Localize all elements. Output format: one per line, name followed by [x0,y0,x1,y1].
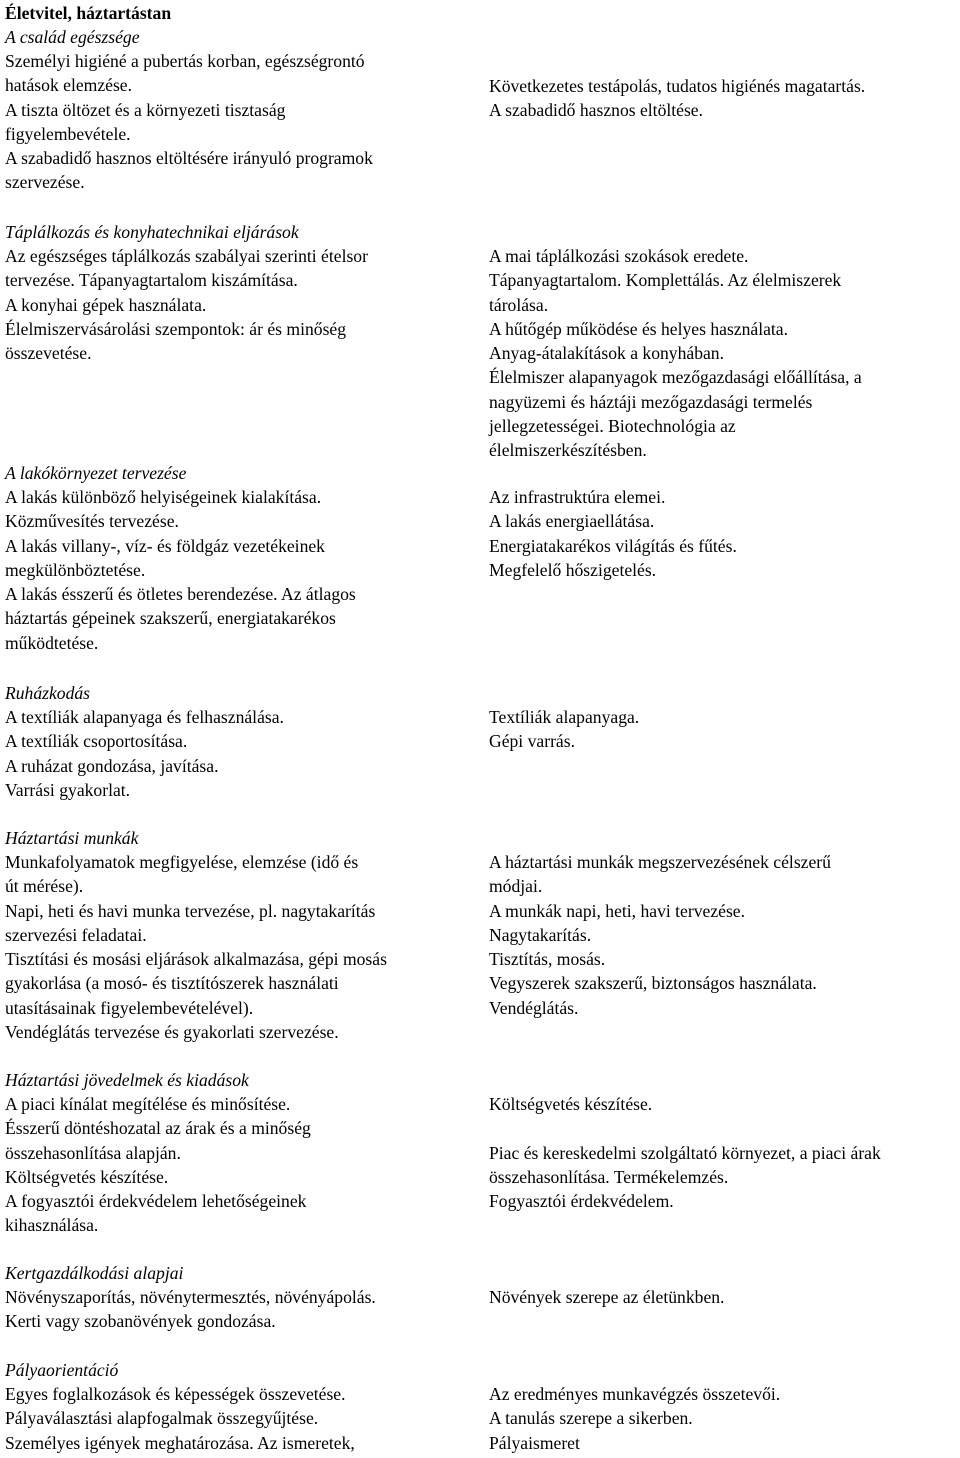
section-heading: A család egészsége [5,27,140,47]
section-notes: Az infrastruktúra elemei. A lakás energiaellátása. Energiatakarékos világítás és fűtés. Megfelelő hőszigetelés. [489,487,737,580]
section-heading: Háztartási jövedelmek és kiadások [5,1070,249,1090]
section-heading: Ruházkodás [5,683,91,703]
section-notes: Költségvetés készítése. Piac és kereskedelmi szolgáltató környezet, a piaci árak összehasonlítása. Termékelemzés. Fogyasztói érdekvédelem. [489,1094,881,1212]
section-notes: Textíliák alapanyaga. Gépi varrás. [489,707,640,752]
section-notes: A mai táplálkozási szokások eredete. Tápanyagtartalom. Komplettálás. Az élelmiszerek tárolása. A hűtőgép működése és helyes használata. Anyag-átalakítások a konyhában. Élelmiszer alapanyagok mezőgazdasági előállítása, a nagyüzemi és háztáji mezőgazdasági termelés jellegzetességei. Biotechnológia az élelmiszerkészítésben. [489,246,862,461]
section-content: A piaci kínálat megítélése és minősítése. Ésszerű döntéshozatal az árak és a minőség összehasonlítása alapján. Költségvetés készítése. A fogyasztói érdekvédelem lehetőségeinek kihasználása. [5,1094,311,1236]
section-notes: Növények szerepe az életünkben. [489,1287,725,1307]
section-heading: Táplálkozás és konyhatechnikai eljárások [5,222,299,242]
section-notes: Következetes testápolás, tudatos higiénés magatartás. A szabadidő hasznos eltöltése. [489,76,866,121]
page-title: Életvitel, háztartástan [5,3,172,23]
section-heading: Háztartási munkák [5,828,139,848]
section-heading: A lakókörnyezet tervezése [5,463,187,483]
section-content: A textíliák alapanyaga és felhasználása. A textíliák csoportosítása. A ruházat gondozása, javítása. Varrási gyakorlat. [5,707,284,800]
section-content: Személyi higiéné a pubertás korban, egészségrontó hatások elemzése. A tiszta öltözet és a környezeti tisztaság figyelembevétele. A szabadidő hasznos eltöltésére irányuló programok szervezése. [5,51,373,193]
section-heading: Pályaorientáció [5,1360,119,1380]
section-content: Növényszaporítás, növénytermesztés, növényápolás. Kerti vagy szobanövények gondozása. [5,1287,376,1332]
section-content: Az egészséges táplálkozás szabályai szerinti ételsor tervezése. Tápanyagtartalom kiszámítása. A konyhai gépek használata. Élelmiszervásárolási szempontok: ár és minőség összevetése. [5,246,368,364]
section-heading: Kertgazdálkodási alapjai [5,1263,184,1283]
section-notes: Az eredményes munkavégzés összetevői. A tanulás szerepe a sikerben. Pályaismeret [489,1384,781,1453]
section-content: Munkafolyamatok megfigyelése, elemzése (idő és út mérése). Napi, heti és havi munka tervezése, pl. nagytakarítás szervezési feladatai. Tisztítási és mosási eljárások alkalmazása, gépi mosás gyakorlása (a mosó- és tisztítószerek használati utasításainak figyelembevételével). Vendéglátás tervezése és gyakorlati szervezése. [5,852,387,1043]
section-content: A lakás különböző helyiségeinek kialakítása. Közművesítés tervezése. A lakás villany-, víz- és földgáz vezetékeinek megkülönböztetése. A lakás ésszerű és ötletes berendezése. Az átlagos háztartás gépeinek szakszerű, energiatakarékos működtetése. [5,487,356,653]
section-content: Egyes foglalkozások és képességek összevetése. Pályaválasztási alapfogalmak összegyűjtése. Személyes igények meghatározása. Az ismeretek, [5,1384,355,1453]
section-notes: A háztartási munkák megszervezésének célszerű módjai. A munkák napi, heti, havi tervezése. Nagytakarítás. Tisztítás, mosás. Vegyszerek szakszerű, biztonságos használata. Vendéglátás. [489,852,831,1018]
